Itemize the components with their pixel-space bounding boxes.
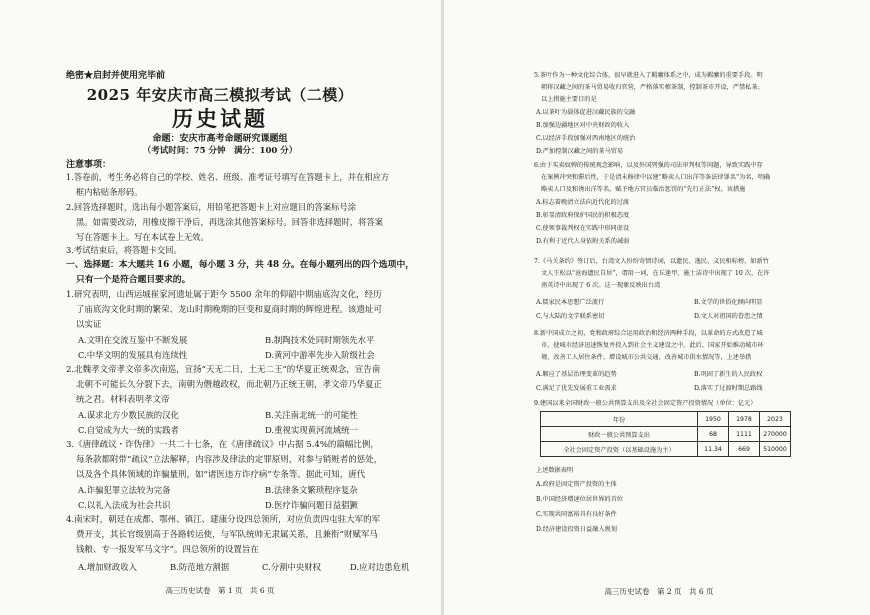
question-2-stem: 2.北魏孝文帝孝文帝多次南巡，宣扬“天无二日，土无二王”的华夏正统观念，宣告南: [66, 365, 381, 375]
question-6-option-b: B.彰显清政府保护国民的积极态度: [536, 212, 630, 219]
table-cell: 510000: [760, 442, 791, 457]
question-5-option-d: D.严加控制汉藏之间的茶马贸易: [536, 148, 624, 155]
page-footer: 高三历史试卷 第 2 页 共 6 页: [604, 587, 714, 596]
question-9-option-b: B.中国经济增速位居世界的首位: [536, 496, 623, 503]
table-header-cell: 1978: [729, 412, 760, 427]
question-4-option-d: D.应对边患危机: [350, 562, 410, 572]
question-7-stem: 南英诗中出现了 6 次。这一现象反映出台湾: [541, 282, 661, 289]
question-7-option-d: D.文人对祖国的眷恋之情: [694, 313, 763, 320]
question-6-stem: 在案例冲突和滞后性，于是清末修律中以建“略卖人口出洋等条法律罪名”为名，明确: [541, 174, 771, 181]
question-8-option-a: A.顺应了基层治理变革的趋势: [536, 371, 617, 378]
question-6-option-d: D.有利于近代人身依附关系的减弱: [536, 238, 630, 245]
question-8-stem: 8.新中国成立之初，党和政府综合运用政治和经济两种手段，以革命的方式改造了城: [534, 330, 763, 337]
question-1-stem: 1.研究表明，山西运城崔家河遗址属于距今 5500 余年的仰韶中期庙底沟文化，经历: [66, 290, 382, 300]
question-5-stem: 朝将汉藏之间的茶马贸易收归官营，严格落实榷茶制，控制茶市开设，严禁私茶。: [541, 84, 764, 91]
question-setter: 命题：安庆市高考命题研究课题组: [152, 134, 288, 144]
question-9-option-d: D.经济建设投资日益融入规划: [536, 526, 617, 533]
question-5-option-c: C.以经济手段加强对西南地区的统治: [536, 135, 636, 142]
question-8-option-c: C.满足了优先发展重工业需求: [536, 385, 617, 392]
question-8-option-d: D.落实了过渡时期总路线: [694, 385, 763, 392]
question-3-stem: 每条款都附带“疏议”立法解释，内容涉及律法的定罪原则，对参与销赃者的惩处，: [76, 455, 383, 465]
question-1-stem: 了庙底沟文化时期的繁荣、龙山时期晚期的巨变和夏商时期的辉煌进程。该遗址可: [76, 305, 383, 315]
question-8-stem: 市，使城市经济迅速恢复并投入到社会主义建设之中。此后，国家开始推动城市环: [541, 342, 764, 349]
question-3-option-d: D.医疗诈骗问题日益猖獗: [265, 500, 358, 510]
question-8-stem: 境、改善工人居住条件、增设城市公共交通、改善城市供水情况等，上述举措: [541, 354, 752, 361]
page-footer: 高三历史试卷 第 1 页 共 6 页: [165, 586, 275, 595]
note-line: 1.答卷前，考生务必将自己的学校、姓名、班级、准考证号填写在答题卡上，并在相应方: [66, 172, 390, 182]
note-line: 框内粘贴条形码。: [76, 187, 143, 197]
notes-heading: 注意事项：: [66, 160, 112, 170]
question-4-stem: 4.南宋时，朝廷在成都、鄂州、镇江、建康分设四总领所，对应负责四屯驻大军的军: [66, 515, 381, 525]
question-4-stem: 费开支，其长官级别高于各路转运使，与军队统帅无隶属关系，且兼衔“财赋军马: [76, 530, 378, 540]
subject-title: 历史试题: [172, 106, 268, 131]
question-3-stem: 以及各个具体领域的诈骗量刑，如“诸医违方诈疗病”专条等。据此可知，唐代: [76, 470, 366, 480]
table-header-cell: 1950: [698, 412, 729, 427]
table-cell: 11.34: [698, 442, 729, 457]
question-5-stem: 5.茶叶作为一种文化综合体，很早就进入了羁縻体系之中，成为羁縻的重要手段。明: [534, 72, 763, 79]
exam-time-score: （考试时间：75 分钟 满分：100 分）: [142, 146, 298, 156]
question-5-option-a: A.以茶叶为载体促进汉藏民族的交融: [536, 109, 636, 116]
question-2-option-a: A.谋求北方少数民族的汉化: [78, 410, 179, 420]
question-5-option-b: B.加强边疆地区对中央财政的收入: [536, 122, 630, 129]
question-7-stem: 文人王松以“沧海遗民自居”，谓用一词，在丘逢甲、施士洁诗中出现了 10 次，在许: [541, 270, 770, 277]
question-9-option-a: A.政府是固定资产投资的主体: [536, 481, 617, 488]
note-line: 3.考试结束后，将答题卡交回。: [66, 245, 182, 255]
question-2-option-c: C.自觉成为大一统的实践者: [78, 425, 179, 435]
table-row: [541, 427, 791, 442]
question-3-stem: 3.《唐律疏议・诈伪律》一共二十七条，在《唐律疏议》中占据 5.4%的篇幅比例，: [66, 440, 379, 450]
question-4-option-c: C.分割中央财权: [262, 562, 322, 572]
question-2-stem: 统之君。材料表明孝文帝: [76, 395, 170, 405]
question-6-stem: 略卖人口及和诱出洋等名，赋予地方官员临治惩罚的“先行正法”权。该措施: [541, 186, 746, 193]
question-4-option-a: A.增加财政收入: [78, 562, 137, 572]
question-6-stem: 6.由于买卖奴婢的传统观念影响，以及外国列强的司法审判权等问题，导致实践中存: [534, 162, 763, 169]
question-9-tail: 上述数据表明: [536, 467, 574, 474]
table-cell: 270000: [760, 427, 791, 442]
question-2-option-b: B.关注南北统一的可能性: [265, 410, 358, 420]
note-line: 2.回答选择题时，选出每小题答案后，用铅笔把答题卡上对应题目的答案标号涂: [66, 202, 357, 212]
note-line: 写在答题卡上。写在本试卷上无效。: [76, 232, 209, 242]
question-2-stem: 北朝不可能长久分裂下去，南朝为僭越政权，而北朝乃正统王朝，孝文帝乃华夏正: [76, 380, 383, 390]
question-7-stem: 7.《马关条约》签订后，台湾文人纷纷寄情诗词，以遗民、逸民、义民相标榜，如新竹: [534, 258, 769, 265]
question-8-option-b: B.巩固了新生的人民政权: [694, 371, 763, 378]
question-4-stem: 钱粮、专一报发军马文字”。四总领所的设置旨在: [76, 545, 259, 555]
question-1-option-b: B.制陶技术处同时期领先水平: [265, 335, 375, 345]
question-1-option-c: C.中华文明的发展具有连续性: [78, 350, 188, 360]
question-7-option-c: C.与大陆的文学联系密切: [536, 313, 605, 320]
question-4-option-b: B.防范地方割据: [170, 562, 230, 572]
table-cell: 全社会固定资产投资（以基础设施为主）: [541, 442, 698, 457]
table-row: [541, 442, 791, 457]
section-heading: 只有一个是符合题目要求的。: [76, 275, 191, 285]
section-heading: 一、选择题：本大题共 16 小题，每小题 3 分，共 48 分。在每小题列出的四个选项中，: [66, 260, 415, 270]
question-1-stem: 以实证: [76, 320, 102, 330]
question-5-stem: 以上措施主要目的是: [541, 96, 597, 103]
question-3-option-c: C.以礼入法成为社会共识: [78, 500, 171, 510]
page-2: [448, 0, 870, 615]
question-7-option-b: B.文学的世俗化倾向明显: [694, 299, 763, 306]
question-9-option-c: C.实现共同富裕具有良好条件: [536, 511, 617, 518]
question-3-option-a: A.诈骗犯罪立法较为完备: [78, 485, 171, 495]
question-6-option-a: A.标志着晚清立法向近代化的过渡: [536, 199, 630, 206]
table-cell: 1111: [729, 427, 760, 442]
question-9-stem: 9.建国以来全国财政一般公共预算支出及全社会固定资产投资情况（单位：亿元）: [534, 400, 757, 407]
question-1-option-d: D.黄河中游率先步入阶级社会: [265, 350, 375, 360]
question-2-option-d: D.重视实现黄河流域统一: [265, 425, 358, 435]
question-6-option-c: C.使领事裁判权在实践中形同虚设: [536, 225, 630, 232]
table-cell: 财政一般公共预算支出: [541, 427, 698, 442]
table-cell: 669: [729, 442, 760, 457]
question-7-option-a: A.儒家民本思想广泛流行: [536, 299, 605, 306]
question-3-option-b: B.法律条文繁琐程序复杂: [265, 485, 358, 495]
note-line: 黑。如需要改动，用橡皮擦干净后，再选涂其他答案标号。回答非选择题时，将答案: [76, 217, 383, 227]
confidential-note: 绝密★启封并使用完毕前: [66, 71, 166, 81]
question-1-option-a: A.文明在交流互鉴中不断发展: [78, 335, 188, 345]
table-cell: 68: [698, 427, 729, 442]
page-gutter: [441, 0, 444, 615]
budget-table: [540, 411, 791, 457]
table-header-row: [541, 412, 791, 427]
table-header-cell: 2023: [760, 412, 791, 427]
table-header-cell: 年份: [541, 412, 698, 427]
exam-title: 2025 年安庆市高三模拟考试（二模）: [86, 86, 354, 104]
